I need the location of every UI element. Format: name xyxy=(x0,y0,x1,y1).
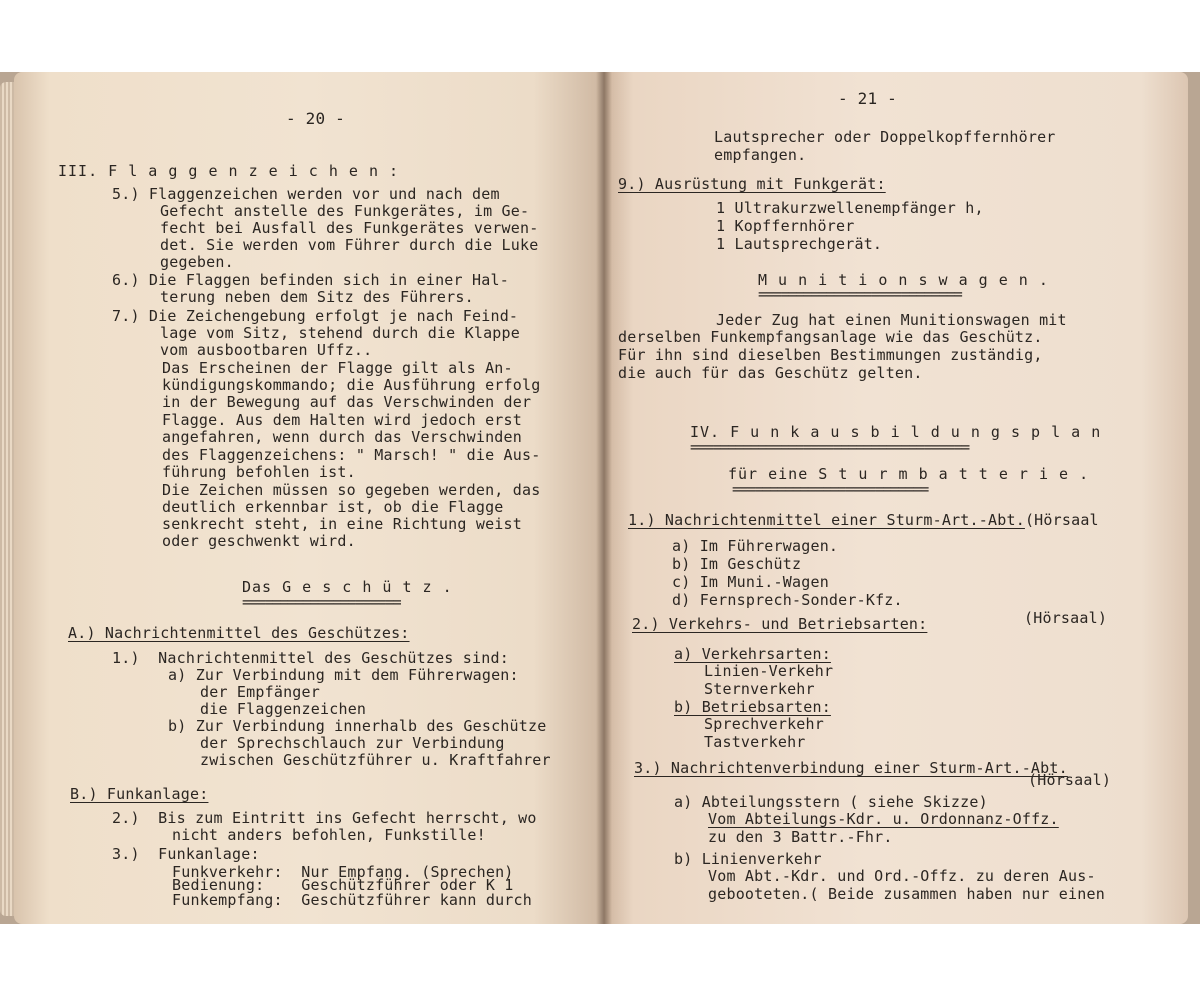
text-line: führung befohlen ist. xyxy=(162,463,356,481)
text-line: c) Im Muni.-Wagen xyxy=(672,573,829,591)
text-line: 7.) Die Zeichengebung erfolgt je nach Feind- xyxy=(112,307,519,325)
text-line: nicht anders befohlen, Funkstille! xyxy=(172,826,486,844)
section-heading-funkausbildungsplan: IV. F u n k a u s b i l d u n g s p l a n xyxy=(690,423,1102,441)
page-number-left: - 20 - xyxy=(286,109,345,128)
text-line: Die Zeichen müssen so gegeben werden, das xyxy=(162,481,541,499)
text-line: 6.) Die Flaggen befinden sich in einer Hal- xyxy=(112,271,509,289)
double-underline: =========================== xyxy=(758,285,962,303)
text-line: 5.) Flaggenzeichen werden vor und nach dem xyxy=(112,185,500,203)
text-line: angefahren, wenn durch das Verschwinden xyxy=(162,428,522,446)
text-line: senkrecht steht, in eine Richtung weist xyxy=(162,515,522,533)
item-abteilungsstern: a) Abteilungsstern ( siehe Skizze) xyxy=(674,793,988,811)
text-line: b) Zur Verbindung innerhalb des Geschütze xyxy=(168,717,547,735)
text-line: det. Sie werden vom Führer durch die Luke xyxy=(160,236,539,254)
text-line: Tastverkehr xyxy=(704,733,806,751)
text-line: Lautsprecher oder Doppelkopffernhörer xyxy=(714,128,1056,146)
text-line: oder geschwenkt wird. xyxy=(162,532,356,550)
text-line: derselben Funkempfangsanlage wie das Geschütz. xyxy=(618,328,1043,346)
heading-nachrichtenverbindung: 3.) Nachrichtenverbindung einer Sturm-Art.-Abt. xyxy=(634,759,1068,777)
heading-nachrichtenmittel-abt xyxy=(628,512,1099,529)
text-line: d) Fernsprech-Sonder-Kfz. xyxy=(672,591,903,609)
text-line: 1 Kopffernhörer xyxy=(716,217,855,235)
book-gutter xyxy=(596,72,612,924)
text-line: fecht bei Ausfall des Funkgerätes verwen- xyxy=(160,219,539,237)
text-line: zu den 3 Battr.-Fhr. xyxy=(708,828,893,846)
text-line: Gefecht anstelle des Funkgerätes, im Ge- xyxy=(160,202,530,220)
text-line: 2.) Bis zum Eintritt ins Gefecht herrscht, wo xyxy=(112,809,537,827)
text-line: lage vom Sitz, stehend durch die Klappe xyxy=(160,324,520,342)
text-line: des Flaggenzeichens: " Marsch! " die Aus- xyxy=(162,446,541,464)
text-line: in der Bewegung auf das Verschwinden der xyxy=(162,393,532,411)
text-line: Vom Abt.-Kdr. und Ord.-Offz. zu deren Aus- xyxy=(708,867,1096,885)
text-line: 1 Lautsprechgerät. xyxy=(716,235,883,253)
subheading-sturmbatterie: für eine S t u r m b a t t e r i e . xyxy=(728,465,1090,483)
text-line: der Empfänger xyxy=(200,683,320,701)
text-line: Linien-Verkehr xyxy=(704,662,834,680)
text-line: Bedienung: Geschützführer oder K 1 xyxy=(172,876,514,894)
text-line: a) Zur Verbindung mit dem Führerwagen: xyxy=(168,666,519,684)
item-linienverkehr: b) Linienverkehr xyxy=(674,850,822,868)
text-line: Jeder Zug hat einen Munitionswagen mit xyxy=(716,311,1067,329)
left-page xyxy=(14,72,604,924)
text-line: Flagge. Aus dem Halten wird jedoch erst xyxy=(162,411,522,429)
heading-nachrichtenmittel-geschuetz: A.) Nachrichtenmittel des Geschützes: xyxy=(68,624,410,642)
hoersaal-note: (Hörsaal) xyxy=(1028,771,1112,789)
heading-ausruestung: 9.) Ausrüstung mit Funkgerät: xyxy=(618,175,886,193)
double-underline: ===================================== xyxy=(690,438,969,456)
text-line: Vom Abteilungs-Kdr. u. Ordonnanz-Offz. xyxy=(708,810,1059,828)
text-line: Das Erscheinen der Flagge gilt als An- xyxy=(162,359,513,377)
hoersaal-note: (Hörsaal) xyxy=(1024,609,1108,627)
label-verkehrsarten: a) Verkehrsarten: xyxy=(674,645,831,663)
label-betriebsarten: b) Betriebsarten: xyxy=(674,698,831,716)
double-underline: ===================== xyxy=(242,593,401,611)
book-spread xyxy=(0,72,1200,924)
heading-suffix: (Hörsaal xyxy=(1024,511,1099,529)
text-line: die Flaggenzeichen xyxy=(200,700,367,718)
text-line: terung neben dem Sitz des Führers. xyxy=(160,288,474,306)
double-underline: ========================== xyxy=(732,480,928,498)
subheading-geschuetz: Das G e s c h ü t z . xyxy=(242,578,453,596)
text-line: zwischen Geschützführer u. Kraftfahrer xyxy=(200,751,551,769)
text-line: Sternverkehr xyxy=(704,680,815,698)
text-line: Funkverkehr: Nur Empfang. (Sprechen) xyxy=(172,863,514,881)
text-line: empfangen. xyxy=(714,146,807,164)
text-line: die auch für das Geschütz gelten. xyxy=(618,364,923,382)
right-page xyxy=(604,72,1188,924)
heading-funkanlage: B.) Funkanlage: xyxy=(70,785,209,803)
text-line: a) Im Führerwagen. xyxy=(672,537,839,555)
text-line: gebooteten.( Beide zusammen haben nur einen xyxy=(708,885,1105,903)
text-line: deutlich erkennbar ist, ob die Flagge xyxy=(162,498,504,516)
subheading-munitionswagen: M u n i t i o n s w a g e n . xyxy=(758,271,1049,289)
text-line: b) Im Geschütz xyxy=(672,555,802,573)
text-line: gegeben. xyxy=(160,253,234,271)
text-line: vom ausbootbaren Uffz.. xyxy=(160,341,373,359)
section-heading-flaggenzeichen: III. F l a g g e n z e i c h e n : xyxy=(58,162,400,180)
text-line: der Sprechschlauch zur Verbindung xyxy=(200,734,505,752)
heading-text: 1.) Nachrichtenmittel einer Sturm-Art.-Abt. xyxy=(628,511,1025,529)
text-line: Funkempfang: Geschützführer kann durch xyxy=(172,891,532,909)
text-line: Für ihn sind dieselben Bestimmungen zuständig, xyxy=(618,346,1043,364)
page-number-right: - 21 - xyxy=(838,89,897,108)
text-line: Sprechverkehr xyxy=(704,715,824,733)
text-line: 1 Ultrakurzwellenempfänger h, xyxy=(716,199,984,217)
text-line: 3.) Funkanlage: xyxy=(112,845,260,863)
text-line: kündigungskommando; die Ausführung erfolg xyxy=(162,376,541,394)
heading-verkehrsarten: 2.) Verkehrs- und Betriebsarten: xyxy=(632,615,928,633)
text-line: 1.) Nachrichtenmittel des Geschützes sind: xyxy=(112,649,509,667)
